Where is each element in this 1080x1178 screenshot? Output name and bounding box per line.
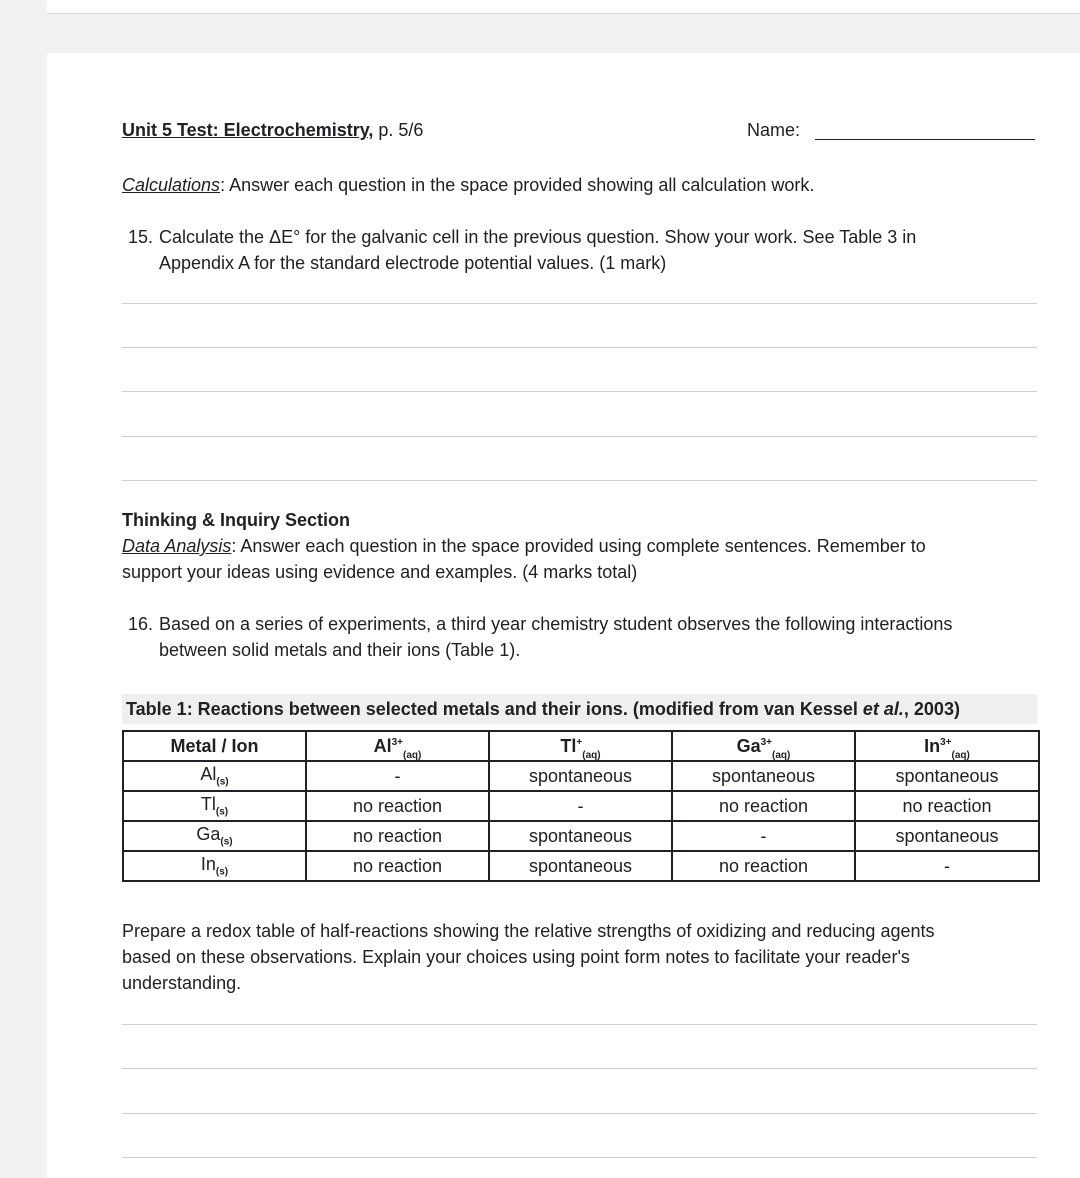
- table-cell: no reaction: [855, 791, 1039, 821]
- row-metal: $In_{(s)}$: [123, 851, 306, 881]
- table-row: [123, 821, 1039, 851]
- table-cell: no reaction: [672, 791, 855, 821]
- table-cell: -: [489, 791, 672, 821]
- table-1-caption: Table 1: Reactions between selected metals and their ions. (modified from van Kessel et al., 2003): [122, 694, 1037, 724]
- table-cell: spontaneous: [489, 851, 672, 881]
- answer-line[interactable]: [122, 480, 1037, 481]
- redox-table-prompt: Prepare a redox table of half-reactions showing the relative strengths of oxidizing and reducing agents based on these observations. Explain your choices using point form notes to facilitate your reader's understanding.: [122, 921, 935, 993]
- table-row: [123, 851, 1039, 881]
- table-cell: no reaction: [306, 791, 489, 821]
- test-title: Unit 5 Test: Electrochemistry, p. 5/6: [122, 120, 424, 140]
- row-metal: $Ga_{(s)}$: [123, 821, 306, 851]
- answer-line[interactable]: [122, 1113, 1037, 1114]
- answer-line[interactable]: [122, 391, 1037, 392]
- table-cell: -: [306, 761, 489, 791]
- header-ion-in: $In^{3+}_{(aq)}$: [855, 731, 1039, 761]
- table-cell: spontaneous: [672, 761, 855, 791]
- document-page: [47, 53, 1080, 1178]
- row-metal: $Tl_{(s)}$: [123, 791, 306, 821]
- header-ion-ga: $Ga^{3+}_{(aq)}$: [672, 731, 855, 761]
- name-input-line[interactable]: [815, 139, 1035, 140]
- table-cell: spontaneous: [489, 761, 672, 791]
- table-header-row: [123, 731, 1039, 761]
- row-metal: $Al_{(s)}$: [123, 761, 306, 791]
- question-15: 15. Calculate the ΔE° for the galvanic cell in the previous question. Show your work. See Table 3 in Appendix A for the standard electrode potential values. (1 mark): [128, 227, 917, 273]
- table-cell: -: [855, 851, 1039, 881]
- table-cell: no reaction: [672, 851, 855, 881]
- answer-line[interactable]: [122, 1068, 1037, 1069]
- table-row: [123, 761, 1039, 791]
- answer-line[interactable]: [122, 1157, 1037, 1158]
- previous-page-edge: [47, 0, 1080, 14]
- name-label: Name:: [747, 120, 801, 140]
- table-cell: no reaction: [306, 851, 489, 881]
- table-cell: no reaction: [306, 821, 489, 851]
- table-cell: spontaneous: [489, 821, 672, 851]
- header-metal-ion: Metal / Ion: [123, 731, 306, 761]
- thinking-inquiry-heading: Thinking & Inquiry Section: [122, 510, 351, 530]
- header-ion-tl: $Tl^+_{(aq)}$: [489, 731, 672, 761]
- table-cell: spontaneous: [855, 821, 1039, 851]
- answer-line[interactable]: [122, 436, 1037, 437]
- table-cell: -: [672, 821, 855, 851]
- answer-line[interactable]: [122, 303, 1037, 304]
- calculations-instructions: Calculations: Answer each question in the space provided showing all calculation work.: [122, 175, 815, 195]
- reactions-table: [122, 730, 1040, 882]
- header-ion-al: $Al^{3+}_{(aq)}$: [306, 731, 489, 761]
- data-analysis-instructions: Data Analysis: Answer each question in the space provided using complete sentences. Remember to support your ideas using evidence and examples. (4 marks total): [122, 536, 926, 582]
- question-16: 16. Based on a series of experiments, a third year chemistry student observes the following interactions between solid metals and their ions (Table 1).: [128, 614, 953, 660]
- answer-line[interactable]: [122, 347, 1037, 348]
- table-cell: spontaneous: [855, 761, 1039, 791]
- table-row: [123, 791, 1039, 821]
- answer-line[interactable]: [122, 1024, 1037, 1025]
